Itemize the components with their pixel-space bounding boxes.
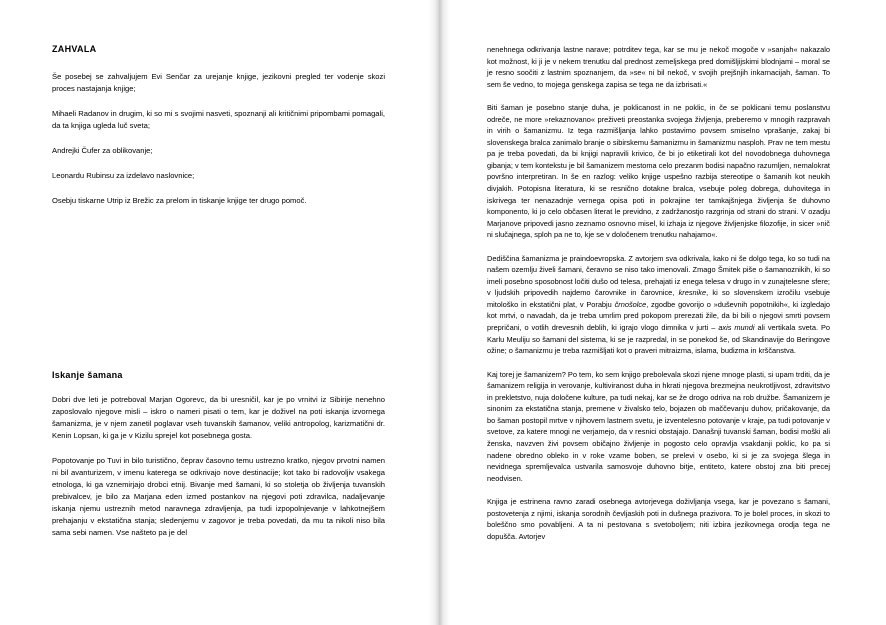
paragraph: Dediščina šamanizma je praindoevropska. Z avtorjem sva odkrivala, kako ni še dolgo tega, ko so tudi na našem ozemlju živeli šamani, čeravno se niso tako imenovali. Zmago Šmitek piše o šamanoznikih, ki so imeli posebno sposobnost ločiti dušo od telesa, prehajati iz enega telesa v drugo in v zunajtelesne sfere; v ljudskih pripovedih najdemo čarovnike in čarovnice, kresnike, ki so slovenskem izročilu vsebuje mitološko in ekstatični plat, v Porabju črnošolce, zgodbe govorijo o »duševnih popotnikih«, ki izgledajo kot mrtvi, o navadah, da je treba umrlim pred pokopom prerezati žile, da bi bili o njegovi smrti povsem prepričani, o votlih drevesnih deblih, ki igrajo vlogo dimnika v jurti – axis mundi ali vertikala sveta. Po Karlu Meuliju so šamani del sistema, ki se je razpredal, in se ponekod še, od Skandinavije do Beringove ožine; o šamanizmu je treba razmišljati kot o praveri mitraizma, islama, budizma in krščanstva. xyxy=(487,253,831,356)
paragraph: Knjiga je estrinena ravno zaradi osebnega avtorjevega doživljanja vsega, kar je povezano s šamani, postovetenja z njimi, iskanja sorodnih čevljaskih poti in dušnega prazivora. To je bolel proces, in skozi to boleščno smo povabljeni. A ta ni pestovana s svetoboljem; niti izbira jezikovnega orodja tega ne dopušča. Avtorjev xyxy=(487,497,830,541)
page-title-zahvala: ZAHVALA xyxy=(52,44,97,54)
paragraph: Andrejki Čufer za oblikovanje; xyxy=(52,145,153,155)
section-spacer xyxy=(52,220,385,370)
paragraph: Še posebej se zahvaljujem Evi Senčar za urejanje knjige, jezikovni pregled ter vodenje skozi proces nastajanja knjige; xyxy=(52,71,385,93)
paragraph: Popotovanje po Tuvi in bilo turistično, čeprav časovno temu ustrezno kratko, njegov prvotni namen ni bil avanturizem, v imenu katerega se odkrivajo nove destinacije; kot tako bi radovoljiv vsakega etnologa, ki ga vznemirjajo drobci etnij. Bivanje med šamani, ki so stoletja ob življenja tuvanskih prebivalcev, je bilo za Marjana eden izmed postankov na njegovi poti zdravilca, nadaljevanje iskanja njemu ustreznih metod naravnega zdravljenja, pa tudi izpopolnjevanje v lahkotnejšem prehajanju v ekstatična stanja; sledenjemu v zagovor je treba povedati, da mu ta nikoli niso bila sama sebi namen. Vse našteto pa je del xyxy=(52,456,385,538)
right-page xyxy=(443,0,886,625)
paragraph: Leonardu Rubinsu za izdelavo naslovnice; xyxy=(52,170,195,180)
paragraph: Osebju tiskarne Utrip iz Brežic za prelom in tiskanje knjige ter drugo pomoč. xyxy=(52,195,307,205)
section-title-iskanje-samana: Iskanje šamana xyxy=(52,369,123,380)
paragraph: Kaj torej je šamanizem? Po tem, ko sem knjigo prebolevala skozi njene mnoge plasti, si upam trditi, da je šamanizem religija in verovanje, kultiviranost duha in hkrati njegova brezmejna neukrotljivost, zdravitstvo in prekletstvo, nuja določene kulture, pa tudi nekaj, kar se že drogo odriva na rob družbe. Šamanizem je sinonim za ekstatična stanja, premene v živalsko telo, bojazen ob maččevanju duhov, pričakovanje, da bo šaman postopil mrtve v njihovem lastnem svetu, je izventelesno potovanje v kraje, pa tudi potovanje v svetove, za katere mnogi ne verjamejo, da v resnici obstajajo. Današnji tuvanski šaman, bodisi moški ali ženska, navzven živi povsem običajno življenje in pogosto celo opravlja vsakdanji poklic, ko pa si nadene obredno obleko in v roke vzame boben, se prelevi v osebo, ki si je za svojega šlega in nevidnega spremljevalca ustvarila samosvoje duhovno bitje, entiteto, katere obstoj zna biti precej neodvisen. xyxy=(487,369,831,483)
paragraph: Dobri dve leti je potreboval Marjan Ogorevc, da bi uresničil, kar je po vrnitvi iz Sibirije nenehno zaposlovalo njegove misli – iskro o nameri pisati o tem, kar je doživel na poti iskanja izvornega šamanizma, je v njem zanetil poglavar vseh tuvanskih šamanov, veliki antropolog, karizmatični dr. Kenin Lopsan, ki ga je v Kizilu sprejel kot posebnega gosta. xyxy=(52,395,385,441)
paragraph: Biti šaman je posebno stanje duha, je poklicanost in ne poklic, in če se poklicani temu poslanstvu odreče, ne more »rekaznovano« preživeti preostanka svojega življenja, preberemo v mnogih razpravah in virih o šamanizmu. Iz tega razmišljanja lahko postavimo povsem smiselno vprašanje, zakaj bi slovenskega bralca zanimalo branje o sibirskemu šamanizmu in šamanizmu nasploh. Prav ne tem mestu pa je treba povedati, da bi knjigi napravili krivico, če bi jo etiketirali kot del novodobnega duhovnega gibanja; v tem kontekstu je bil šamanizem mestoma celo prezanm bodisi napačno razumljen, nemalokrat površno interpretiran. In še en razlog: veliko knjige uspešno razbija stereotipe o šamanih kot neukih divjakih. Potopisna literatura, ki se resnično dotakne bralca, vsebuje poleg dobrega, duhovitega in iskrivega ter nenazadnje vernega opisa poti in pokrajine ter tamkajšnjega življenja še duhovno komponento, ki jo celo občasen literat le previdno, z zadržanostjo razgrinja od strani do strani. V ozadju Marjanove pripovedi jasno zeznamo osnovno misel, ki izhaja iz njegove življenjske filozofije, in sicer »nič ni slučajnega, sploh pa ne to, kje se v določenem trenutku nahajamo«. xyxy=(487,103,830,240)
paragraph: nenehnega odkrivanja lastne narave; potrditev tega, kar se mu je nekoč mogoče v »sanjah« nakazalo kot možnost, ki ji je v nekem trenutku dal prednost zemeljskega pred domišljijskimi blodnjami – moral se je resno soočiti z lastnim spoznanjem, da »se« ni bil nekoč, v svojih prejšnjih inkarnacijah, šaman. To sem še vedno, to mojega genskega zapisa se tega ne da izbrisati.« xyxy=(487,45,830,89)
paragraph: Mihaeli Radanov in drugim, ki so mi s svojimi nasveti, spoznanji ali kritičnimi pripombami pomagali, da ta knjiga ugleda luč sveta; xyxy=(52,108,385,130)
